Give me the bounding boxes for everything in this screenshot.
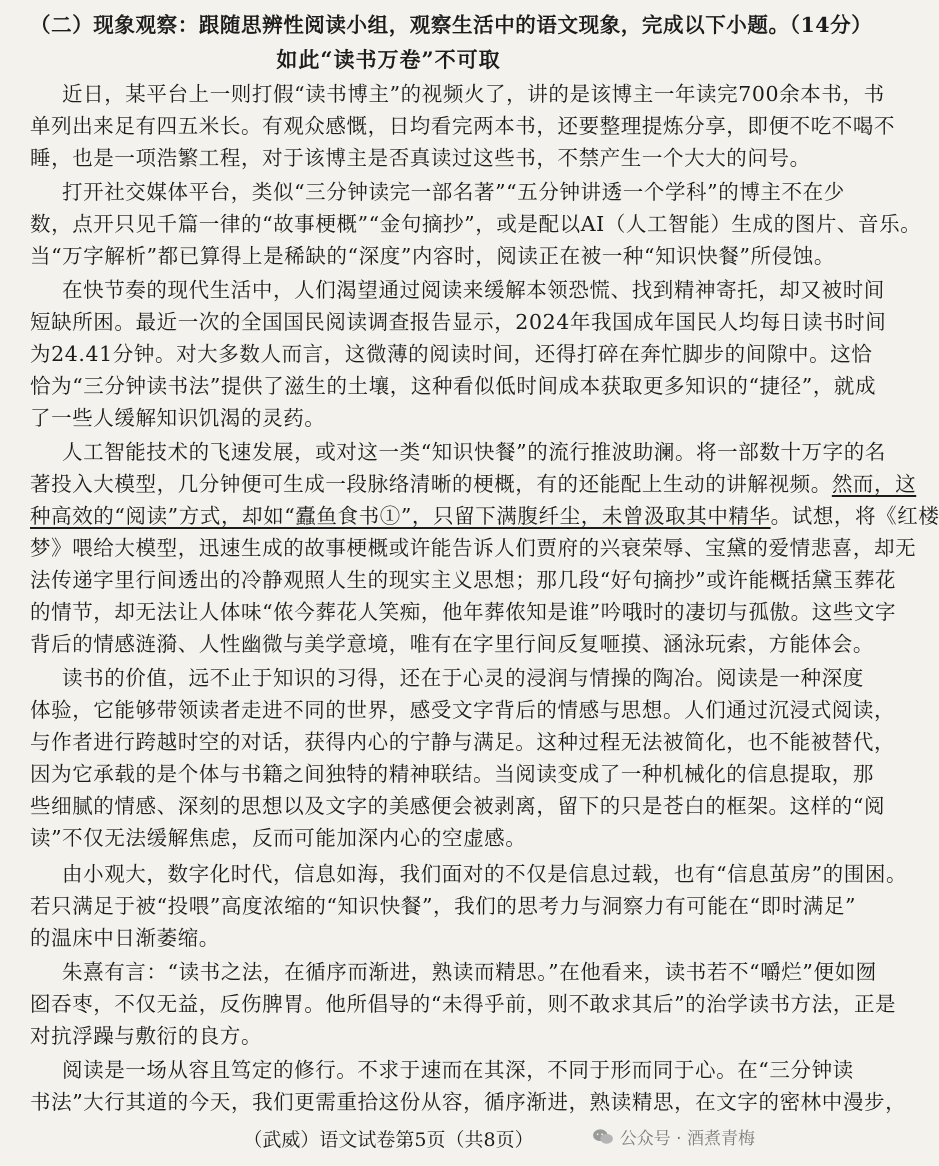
underlined-text: 种高效的“阅读”方式，却如“蠹鱼食书①”，只留下满腹纤尘，未曾汲取其中精华 — [30, 504, 771, 528]
text-line: 若只满足于被“投喂”高度浓缩的“知识快餐”，我们的思考力与洞察力有可能在“即时满足” — [30, 894, 857, 918]
text-line: 短缺所困。最近一次的全国国民阅读调查报告显示，2024年我国成年国民人均每日读书时间 — [30, 310, 887, 334]
page-footer: （武威）语文试卷第5页（共8页） — [243, 1129, 534, 1151]
text-line: 的情节，却无法让人体味“侬今葬花人笑痴，他年葬侬知是谁”吟哦时的凄切与孤傲。这些文字 — [30, 600, 897, 624]
text-line: 读书的价值，远不止于知识的习得，还在于心灵的浸润与情操的陶冶。阅读是一种深度 — [62, 666, 864, 690]
text-line: 对抗浮躁与敷衍的良方。 — [30, 1024, 263, 1048]
text-line: 了一些人缓解知识饥渴的灵药。 — [30, 406, 326, 430]
text-line: 背后的情感涟漪、人性幽微与美学意境，唯有在字里行间反复咂摸、涵泳玩索，方能体会。 — [30, 632, 874, 656]
text-line: 囵吞枣，不仅无益，反伤脾胃。他所倡导的“未得乎前，则不敢求其后”的治学读书方法，正是 — [30, 992, 897, 1016]
text-line: 人工智能技术的飞速发展，或对这一类“知识快餐”的流行推波助澜。将一部数十万字的名 — [62, 440, 886, 464]
text-line: 数，点开只见千篇一律的“故事梗概”“金句摘抄”，或是配以AI（人工智能）生成的图片、音乐。 — [30, 212, 922, 236]
underlined-text: 然而，这 — [831, 472, 917, 496]
text-line: 书法”大行其道的今天，我们更需重拾这份从容，循序渐进，熟读精思，在文字的密林中漫步， — [30, 1090, 907, 1114]
text-line: 单列出来足有四五米长。有观众感慨，日均看完两本书，还要整理提炼分享，即便不吃不喝不 — [30, 114, 896, 138]
text-segment: 著投入大模型，几分钟便可生成一段脉络清晰的梗概，有的还能配上生动的讲解视频。 — [30, 472, 832, 496]
text-line: 朱熹有言：“读书之法，在循序而渐进，熟读而精思。”在他看来，读书若不“嚼烂”便如囫 — [62, 960, 877, 984]
watermark-text: 公众号 · 酒煮青梅 — [619, 1129, 755, 1149]
text-line: 由小观大，数字化时代，信息如海，我们面对的不仅是信息过载，也有“信息茧房”的围困。 — [62, 862, 908, 886]
text-line: 恰为“三分钟读书法”提供了滋生的土壤，这种看似低时间成本获取更多知识的“捷径”，就成 — [30, 374, 877, 398]
question-header: （二）现象观察：跟随思辨性阅读小组，观察生活中的语文现象，完成以下小题。（14分） — [30, 13, 873, 37]
text-line: 体验，它能够带领读者走进不同的世界，感受文字背后的情感与思想。人们通过沉浸式阅读， — [30, 698, 896, 722]
text-line: 在快节奏的现代生活中，人们渴望通过阅读来缓解本领恐慌、找到精神寄托，却又被时间 — [62, 278, 885, 302]
text-line: 当“万字解析”都已算得上是稀缺的“深度”内容时，阅读正在被一种“知识快餐”所侵蚀。 — [30, 244, 835, 268]
text-line: 因为它承载的是个体与书籍之间独特的精神联结。当阅读变成了一种机械化的信息提取，那 — [30, 762, 874, 786]
text-line-with-underline — [30, 501, 939, 531]
text-line: 近日，某平台上一则打假“读书博主”的视频火了，讲的是该博主一年读完700余本书，书 — [62, 82, 885, 106]
text-line: 与作者进行跨越时空的对话，获得内心的宁静与满足。这种过程无法被简化，也不能被替代， — [30, 730, 896, 754]
text-line: 打开社交媒体平台，类似“三分钟读完一部名著”“五分钟讲透一个学科”的博主不在少 — [62, 180, 845, 204]
text-line-with-underline — [30, 469, 917, 499]
text-line: 睡，也是一项浩繁工程，对于该博主是否真读过这些书，不禁产生一个大大的问号。 — [30, 146, 811, 170]
text-line: 为24.41分钟。对大多数人而言，这微薄的阅读时间，还得打碎在奔忙脚步的间隙中。这恰 — [30, 342, 873, 366]
text-line: 些细腻的情感、深刻的思想以及文字的美感便会被剥离，留下的只是苍白的框架。这样的“阅 — [30, 794, 886, 818]
wechat-icon — [592, 1128, 614, 1146]
text-line: 梦》喂给大模型，迅速生成的故事梗概或许能告诉人们贾府的兴衰荣辱、宝黛的爱情悲喜，却无 — [30, 536, 917, 560]
article-title: 如此“读书万卷”不可取 — [276, 47, 501, 72]
text-line: 读”不仅无法缓解焦虑，反而可能加深内心的空虚感。 — [30, 826, 527, 850]
text-line: 阅读是一场从容且笃定的修行。不求于速而在其深，不同于形而同于心。在“三分钟读 — [62, 1058, 854, 1082]
text-segment: 。试想，将《红楼 — [770, 504, 939, 528]
text-line: 法传递字里行间透出的冷静观照人生的现实主义思想；那几段“好句摘抄”或许能概括黛玉葬花 — [30, 568, 897, 592]
watermark — [592, 1124, 755, 1149]
text-line: 的温床中日渐萎缩。 — [30, 926, 220, 950]
